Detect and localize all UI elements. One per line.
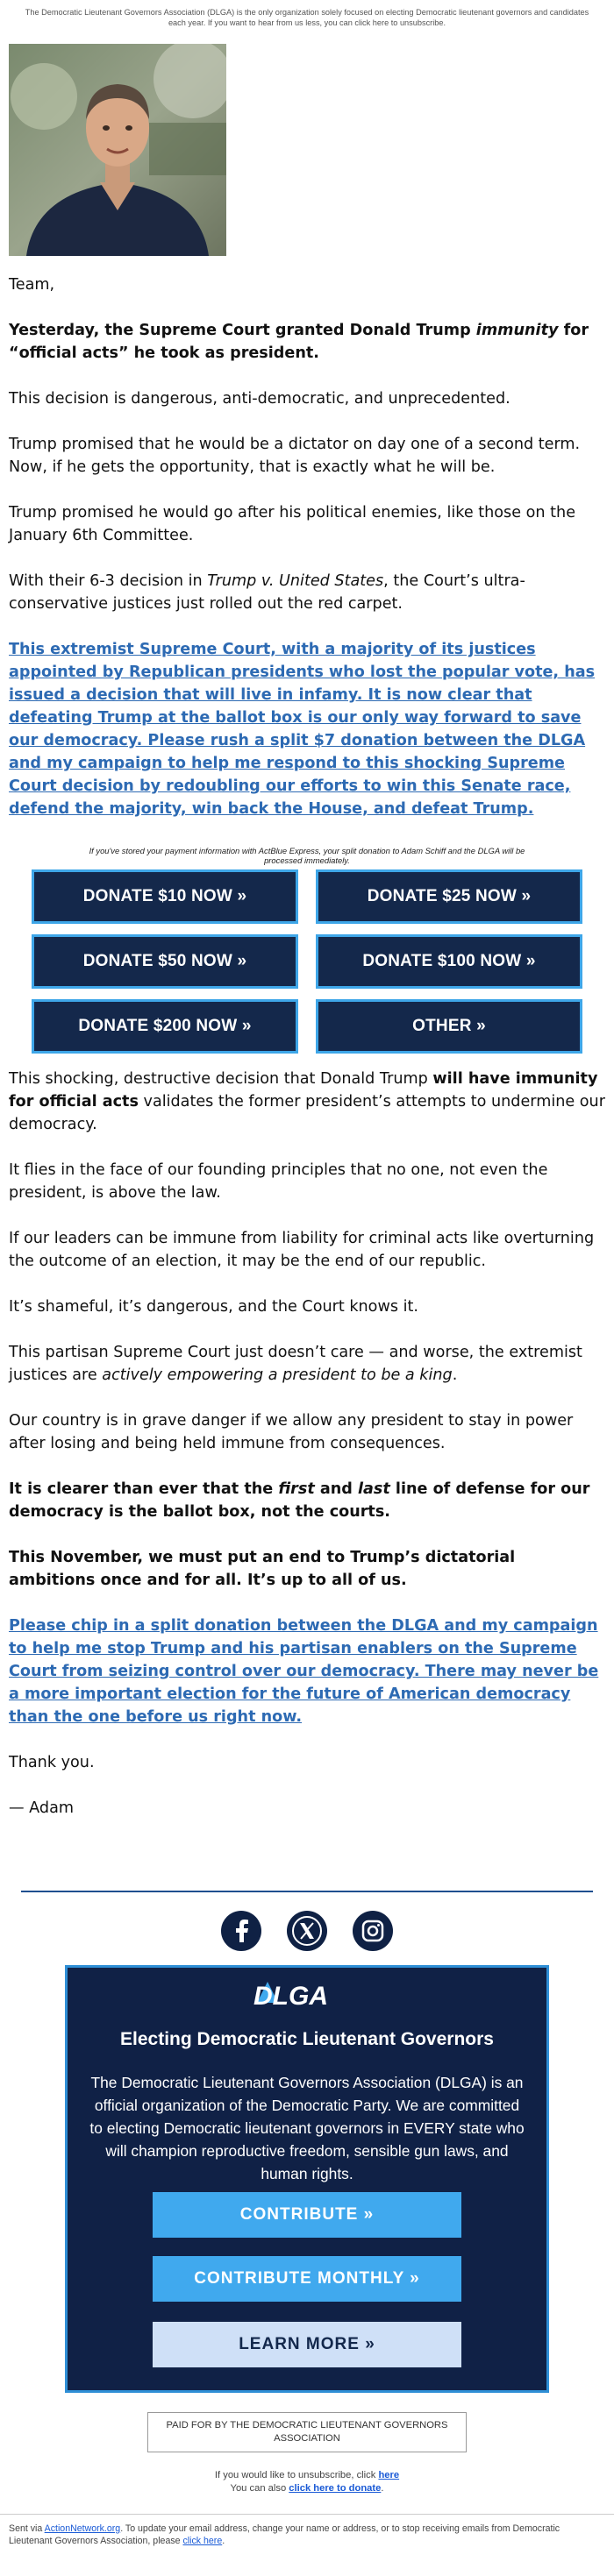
signature: — Adam [9, 1799, 75, 1817]
donate-other-button[interactable]: OTHER » [316, 999, 582, 1054]
donate-10-button[interactable]: DONATE $10 NOW » [32, 869, 298, 924]
learn-more-button[interactable]: LEARN MORE » [153, 2322, 461, 2367]
paragraph: If our leaders can be immune from liability for criminal acts like overturning the outcome of an election, it may be the end of our republic. [9, 1230, 595, 1270]
unsubscribe-link[interactable]: here [378, 2470, 400, 2480]
dlga-description: The Democratic Lieutenant Governors Association (DLGA) is an official organization of the Democratic Party. We are committed to electing Democratic lieutenant governors in EVERY state who will champion reproductive freedom, sensible gun laws, and human rights. [89, 2074, 525, 2182]
donate-appeal-link[interactable]: This extremist Supreme Court, with a majority of its justices appointed by Republican presidents who lost the popular vote, has issued a decision that will live in infamy. It is now clear that defeating Trump at the ballot box is our only way forward to save our democracy. Please rush a split $7 donation between the DLGA and my campaign to help me respond to this shocking Supreme Court decision by redoubling our efforts to win this Senate race, defend the majority, win back the House, and defeat Trump. [9, 641, 596, 818]
donate-100-button[interactable]: DONATE $100 NOW » [316, 934, 582, 989]
donate-25-button[interactable]: DONATE $25 NOW » [316, 869, 582, 924]
greeting: Team, [9, 276, 55, 294]
footer-divider [0, 2514, 614, 2515]
paragraph: This partisan Supreme Court just doesn’t care — and worse, the extremist justices are actively empowering a president to be a king. [9, 1344, 582, 1384]
facebook-icon[interactable] [221, 1911, 261, 1951]
divider [21, 1891, 593, 1892]
candidate-photo [9, 44, 226, 256]
footer-text: Sent via ActionNetwork.org. To update your email address, change your name or address, or to stop receiving emails from Democratic Lieutenant Governors Association, please click here. [9, 2523, 560, 2546]
manage-subscription-link[interactable]: click here [182, 2536, 223, 2546]
paragraph: It flies in the face of our founding principles that no one, not even the president, is above the law. [9, 1161, 548, 1202]
paragraph: It’s shameful, it’s dangerous, and the Court knows it. [9, 1298, 418, 1316]
bold-paragraph: It is clearer than ever that the first and last line of defense for our democracy is the ballot box, not the courts. [9, 1480, 590, 1521]
paragraph: Our country is in grave danger if we allow any president to stay in power after losing and being held immune from consequences. [9, 1412, 574, 1452]
svg-text:DLGA: DLGA [253, 1982, 328, 2011]
dlga-info-box [65, 1965, 549, 2393]
closing: Thank you. [9, 1754, 95, 1771]
donate-link[interactable]: click here to donate [289, 2483, 382, 2494]
paragraph: Trump promised that he would be a dictator on day one of a second term. Now, if he gets the opportunity, that is exactly what he will be. [9, 436, 581, 476]
donate-200-button[interactable]: DONATE $200 NOW » [32, 999, 298, 1054]
paragraph: This shocking, destructive decision that Donald Trump will have immunity for official acts validates the former president’s attempts to undermine our democracy. [9, 1070, 605, 1133]
lead-paragraph: Yesterday, the Supreme Court granted Donald Trump immunity for “official acts” he took as president. [9, 322, 589, 362]
instagram-icon[interactable] [353, 1911, 393, 1951]
paragraph: This decision is dangerous, anti-democratic, and unprecedented. [9, 390, 510, 408]
actionnetwork-link[interactable]: ActionNetwork.org [44, 2523, 121, 2534]
x-icon[interactable] [287, 1911, 327, 1951]
letter-body-continued [9, 1068, 605, 1842]
contribute-monthly-button[interactable]: CONTRIBUTE MONTHLY » [153, 2256, 461, 2302]
paragraph: Trump promised he would go after his political enemies, like those on the January 6th Committee. [9, 504, 576, 544]
unsubscribe-block: If you would like to unsubscribe, click here You can also click here to donate. [214, 2470, 400, 2494]
letter-body [9, 273, 605, 843]
paragraph: With their 6-3 decision in Trump v. United States, the Court’s ultra-conservative justices just rolled out the red carpet. [9, 572, 525, 613]
paid-for-disclaimer: PAID FOR BY THE DEMOCRATIC LIEUTENANT GOVERNORS ASSOCIATION [147, 2412, 467, 2452]
contribute-button[interactable]: CONTRIBUTE » [153, 2192, 461, 2238]
dlga-logo [68, 1976, 546, 2012]
donate-50-button[interactable]: DONATE $50 NOW » [32, 934, 298, 989]
bold-paragraph: This November, we must put an end to Trump’s dictatorial ambitions once and for all. It’s up to all of us. [9, 1549, 516, 1589]
donate-appeal-link-2[interactable]: Please chip in a split donation between the DLGA and my campaign to help me stop Trump and his partisan enablers on the Supreme Court from seizing control over our democracy. There may never be a more important election for the future of American democracy than the one before us right now. [9, 1617, 599, 1726]
preheader-text: The Democratic Lieutenant Governors Association (DLGA) is the only organization solely focused on electing Democratic lieutenant governors and candidates each year. If you want to hear from us less, you can click here to unsubscribe. [25, 8, 589, 27]
actblue-express-note: If you've stored your payment information with ActBlue Express, your split donation to Adam Schiff and the DLGA will be processed immediately. [89, 846, 525, 865]
dlga-title: Electing Democratic Lieutenant Governors [120, 2029, 494, 2049]
